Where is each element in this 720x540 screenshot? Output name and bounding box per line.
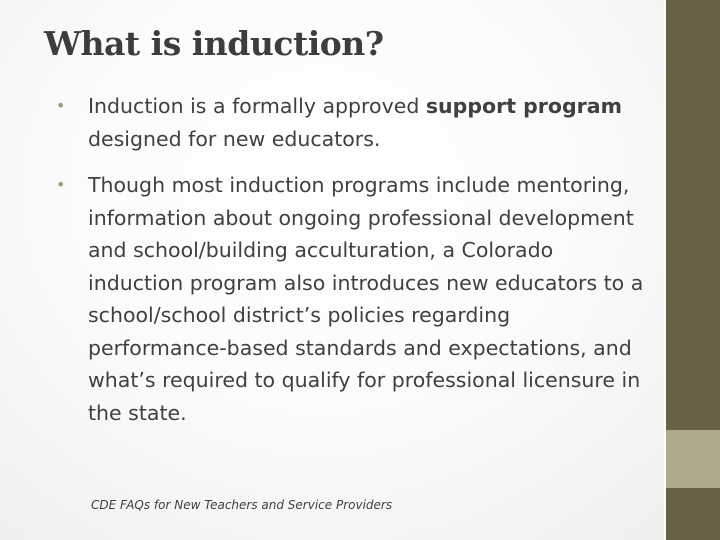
bullet-marker: • — [56, 96, 66, 115]
bullet-list — [54, 90, 644, 429]
sidebar-accent-dark — [666, 0, 720, 430]
bullet-marker: • — [56, 175, 66, 194]
bullet-text-after: designed for new educators. — [88, 126, 381, 151]
slide-title: What is induction? — [44, 24, 384, 63]
bullet-text: Though most induction programs include mentoring, information about ongoing professional development and school/building acculturation, a Colorado induction program also introduces new educators to a school/school district’s policies regarding performance-based standards and expectations, and what’s required to qualify for professional licensure in the state. — [88, 173, 644, 425]
bullet-item-1 — [54, 90, 644, 155]
sidebar-divider — [664, 0, 666, 540]
bullet-item-2 — [54, 169, 644, 429]
sidebar-accent-bottom — [666, 488, 720, 540]
bullet-text-before: Induction is a formally approved — [88, 94, 426, 118]
source-citation: CDE FAQs for New Teachers and Service Providers — [91, 498, 393, 512]
bullet-text-bold: support program — [425, 94, 622, 118]
sidebar-accent-light — [666, 430, 720, 488]
